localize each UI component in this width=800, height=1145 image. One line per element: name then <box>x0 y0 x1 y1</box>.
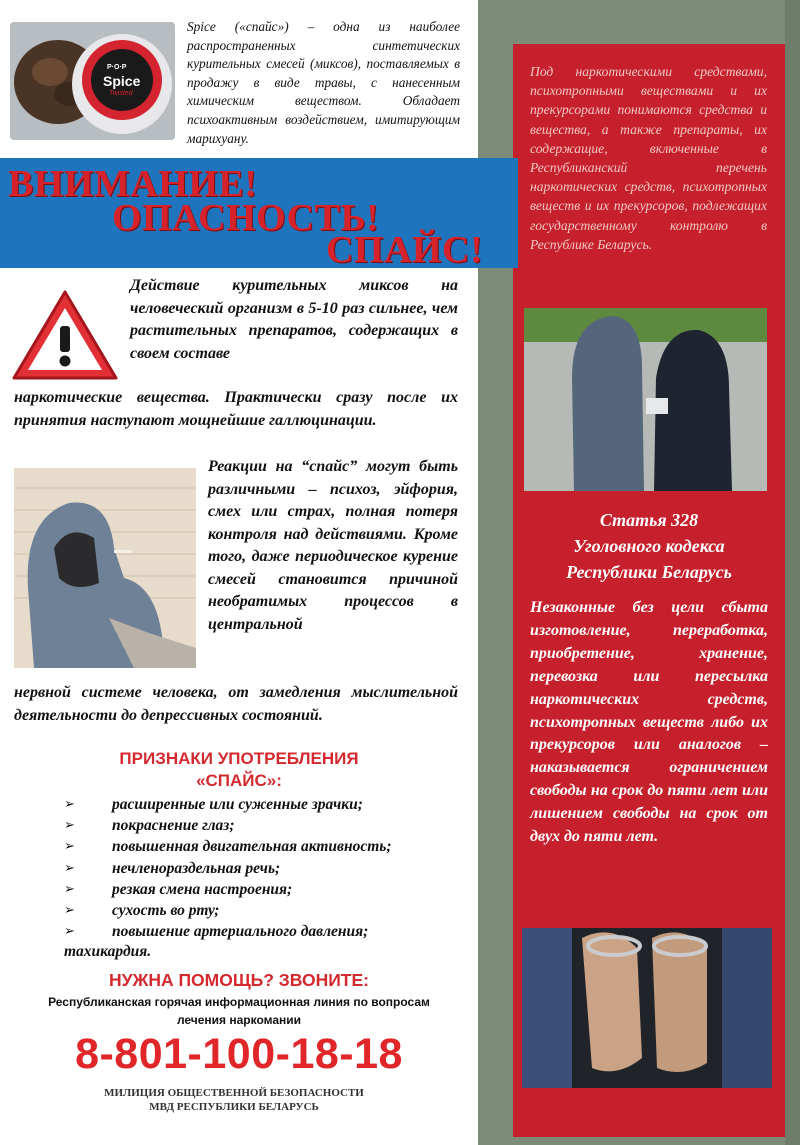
arrow-bullet-icon: ➢ <box>64 860 75 876</box>
arrow-bullet-icon: ➢ <box>64 797 75 812</box>
footer-line2: МВД РЕСПУБЛИКИ БЕЛАРУСЬ <box>149 1101 319 1113</box>
drug-deal-photo <box>524 308 767 491</box>
article-title <box>515 507 783 585</box>
signs-list <box>64 794 464 942</box>
signs-title <box>14 748 464 792</box>
hooded-smoker-photo <box>14 468 196 668</box>
article-title-line3: Республики Беларусь <box>566 562 732 582</box>
right-edge-strip <box>785 0 800 1145</box>
sign-item: ➢ нечленораздельная речь; <box>64 858 464 879</box>
arrow-bullet-icon: ➢ <box>64 818 75 834</box>
arrow-bullet-icon: ➢ <box>64 924 75 940</box>
article-title-line2: Уголовного кодекса <box>573 536 725 556</box>
sign-item: ➢ повышение артериального давления; <box>64 921 464 942</box>
hotline-phone-number[interactable]: 8-801-100-18-18 <box>75 1030 403 1078</box>
action-text-continued: наркотические вещества. Практически сразу после их принятия наступают мощнейшие галлюцинации. <box>14 389 458 429</box>
definition-text: Под наркотическими средствами, психотропными веществами и их прекурсорами понимаются средства и вещества, а также препараты, их содержащие, включенные в Республиканский перечень наркотических средств, психотропных веществ и их прекурсоров, подлежащих государственному контролю в Республике Беларусь. <box>530 64 767 252</box>
help-title: НУЖНА ПОМОЩЬ? ЗВОНИТЕ: <box>108 970 369 990</box>
article-text: Незаконные без цели сбыта изготовление, переработка, приобретение, хранение, перевозка или пересылка наркотических средств, психотропных веществ либо их прекурсоров или аналогов – наказывается ограничением свободы на срок до пяти лет или лишением свободы на срок от двух до пяти лет. <box>530 599 768 846</box>
action-text: Действие курительных миксов на человеческий организм в 5-10 раз сильнее, чем растительных препаратов, содержащих в своем составе <box>130 277 458 362</box>
reactions-text: Реакции на “спайс” могут быть различными – психоз, эйфория, смех или страх, полная потеря контроля над действиями. Кроме того, даже периодическое курение смесей становится причиной необратимых процессов в центральной <box>208 458 458 633</box>
signs-title-line2: «СПАЙС»: <box>196 771 282 790</box>
spice-jar-photo <box>10 22 175 140</box>
hotline-description-cont: лечения наркомании <box>176 1013 302 1027</box>
sign-item: ➢ сухость во рту; <box>64 900 464 921</box>
article-title-line1: Статья 328 <box>599 510 699 530</box>
sign-item: ➢ расширенные или суженные зрачки; <box>64 794 464 815</box>
banner-line-attention: ВНИМАНИЕ! <box>8 163 258 205</box>
sign-item-last: тахикардия. <box>64 943 152 960</box>
jar-label-bottom: Twisted <box>109 90 133 97</box>
handcuffed-hands-photo <box>522 928 772 1088</box>
reactions-text-continued: нервной системе человека, от замедления мыслительной деятельности до депрессивных состояний. <box>14 684 458 724</box>
arrow-bullet-icon: ➢ <box>64 903 75 919</box>
arrow-bullet-icon: ➢ <box>64 881 75 897</box>
signs-title-line1: ПРИЗНАКИ УПОТРЕБЛЕНИЯ <box>119 749 359 768</box>
jar-label-main: Spice <box>103 73 141 89</box>
hotline-description: Республиканская горячая информационная линия по вопросам <box>48 995 430 1009</box>
sign-item: ➢ резкая смена настроения; <box>64 879 464 900</box>
sign-item: ➢ покраснение глаз; <box>64 815 464 836</box>
arrow-bullet-icon: ➢ <box>64 839 75 855</box>
warning-banner <box>0 158 518 271</box>
jar-label-top: P·O·P <box>107 64 127 71</box>
warning-triangle-icon <box>10 288 120 384</box>
sign-item: ➢ повышенная двигательная активность; <box>64 836 464 857</box>
spice-intro-text: Spice («спайс») – одна из наиболее распространенных синтетических курительных смесей (миксов), поставляемых в продажу в виде травы, с нанесенным химическим веществом. Обладает психоактивным воздействием, имитирующим марихуану. <box>187 19 460 146</box>
banner-line-spice: СПАЙС! <box>326 229 484 271</box>
banner-line-danger: ОПАСНОСТЬ! <box>112 197 380 239</box>
footer-line1: МИЛИЦИЯ ОБЩЕСТВЕННОЙ БЕЗОПАСНОСТИ <box>104 1087 364 1099</box>
